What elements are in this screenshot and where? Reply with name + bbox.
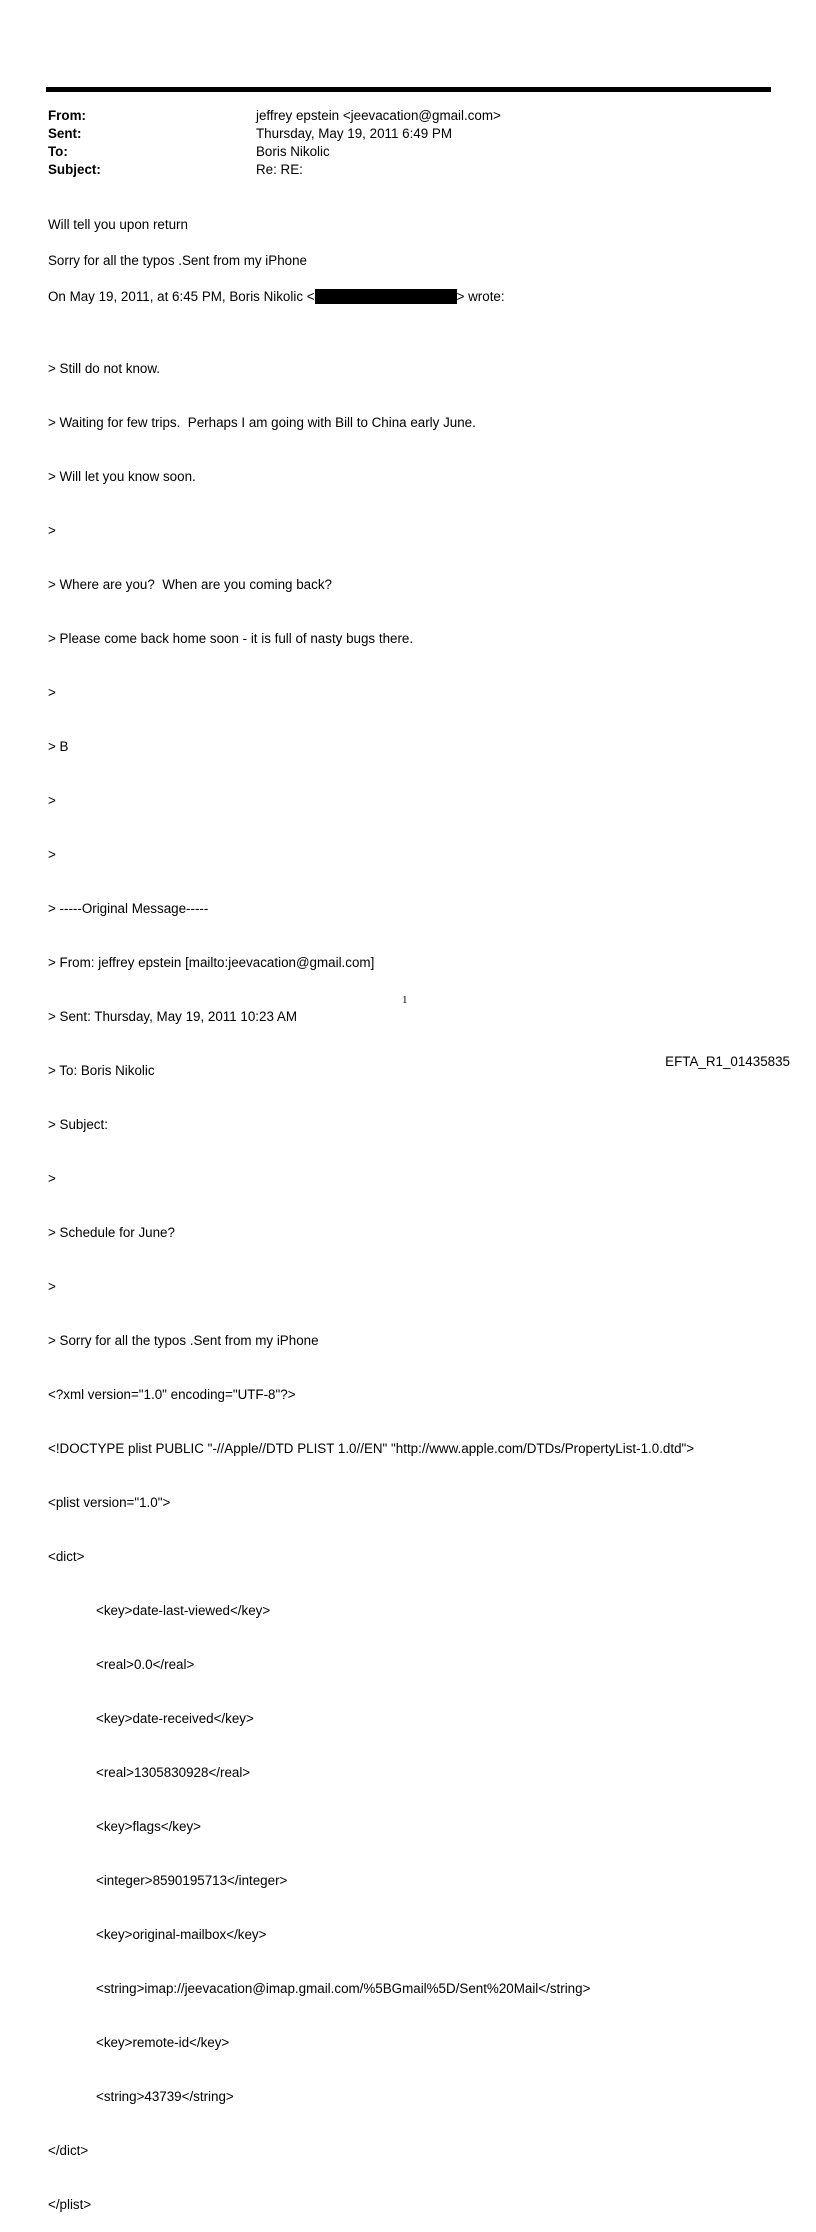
sent-label: Sent: (48, 126, 82, 141)
sent-row (48, 125, 768, 143)
dict-close-tag: </dict> (48, 2143, 89, 2158)
plist-entry: <real>0.0</real> (96, 1657, 195, 1672)
quoted-line: > Will let you know soon. (48, 469, 196, 484)
from-value: jeffrey epstein <jeevacation@gmail.com> (256, 108, 501, 123)
to-row (48, 143, 768, 161)
to-value: Boris Nikolic (256, 144, 330, 159)
document-id: EFTA_R1_01435835 (665, 1054, 790, 1069)
from-label: From: (48, 108, 86, 123)
plist-entry: <string>43739</string> (96, 2089, 234, 2104)
plist-entry: <key>remote-id</key> (96, 2035, 230, 2050)
attribution-suffix: > wrote: (456, 289, 505, 304)
to-label: To: (48, 144, 68, 159)
quoted-line: > Sorry for all the typos .Sent from my iPhone (48, 1333, 319, 1348)
reply-line-2: Sorry for all the typos .Sent from my iPhone (48, 253, 307, 268)
plist-entry: <key>flags</key> (96, 1819, 201, 1834)
quoted-line: > Please come back home soon - it is full of nasty bugs there. (48, 631, 414, 646)
quoted-line: > (48, 685, 56, 700)
quoted-line: > Still do not know. (48, 361, 161, 376)
quoted-line: > Waiting for few trips. Perhaps I am going with Bill to China early June. (48, 415, 476, 430)
subject-row (48, 161, 768, 179)
attribution-line (48, 288, 788, 306)
from-row (48, 107, 768, 125)
plist-open-tag: <plist version="1.0"> (48, 1495, 171, 1510)
quoted-line: > -----Original Message----- (48, 901, 209, 916)
redaction-bar (315, 289, 457, 304)
header-divider (46, 87, 771, 92)
subject-label: Subject: (48, 162, 101, 177)
plist-entry: <string>imap://jeevacation@imap.gmail.com/%5BGmail%5D/Sent%20Mail</string> (96, 1981, 591, 1996)
quoted-line: > From: jeffrey epstein [mailto:jeevacation@gmail.com] (48, 955, 375, 970)
email-header (48, 107, 768, 179)
quoted-line: > Sent: Thursday, May 19, 2011 10:23 AM (48, 1009, 297, 1024)
quoted-line: > (48, 793, 56, 808)
attribution-prefix: On May 19, 2011, at 6:45 PM, Boris Nikolic < (48, 289, 315, 304)
quoted-line: > Where are you? When are you coming back? (48, 577, 332, 592)
plist-entry: <integer>8590195713</integer> (96, 1873, 288, 1888)
quoted-line: > B (48, 739, 69, 754)
subject-value: Re: RE: (256, 162, 303, 177)
quoted-line: > (48, 1171, 56, 1186)
quoted-message (48, 324, 788, 2232)
plist-close-tag: </plist> (48, 2197, 92, 2212)
quoted-line: > Subject: (48, 1117, 108, 1132)
plist-entry: <key>date-received</key> (96, 1711, 254, 1726)
sent-value: Thursday, May 19, 2011 6:49 PM (256, 126, 453, 141)
plist-entry: <real>1305830928</real> (96, 1765, 251, 1780)
quoted-line: > To: Boris Nikolic (48, 1063, 155, 1078)
plist-doctype: <!DOCTYPE plist PUBLIC "-//Apple//DTD PLIST 1.0//EN" "http://www.apple.com/DTDs/PropertyList-1.0.dtd"> (48, 1441, 695, 1456)
quoted-line: > (48, 523, 56, 538)
quoted-line: > (48, 847, 56, 862)
reply-line-1: Will tell you upon return (48, 217, 188, 232)
plist-entry: <key>date-last-viewed</key> (96, 1603, 271, 1618)
quoted-line: > Schedule for June? (48, 1225, 175, 1240)
dict-open-tag: <dict> (48, 1549, 85, 1564)
plist-entry: <key>original-mailbox</key> (96, 1927, 267, 1942)
plist-xml-declaration: <?xml version="1.0" encoding="UTF-8"?> (48, 1387, 296, 1402)
quoted-line: > (48, 1279, 56, 1294)
page-number: 1 (402, 994, 408, 1006)
